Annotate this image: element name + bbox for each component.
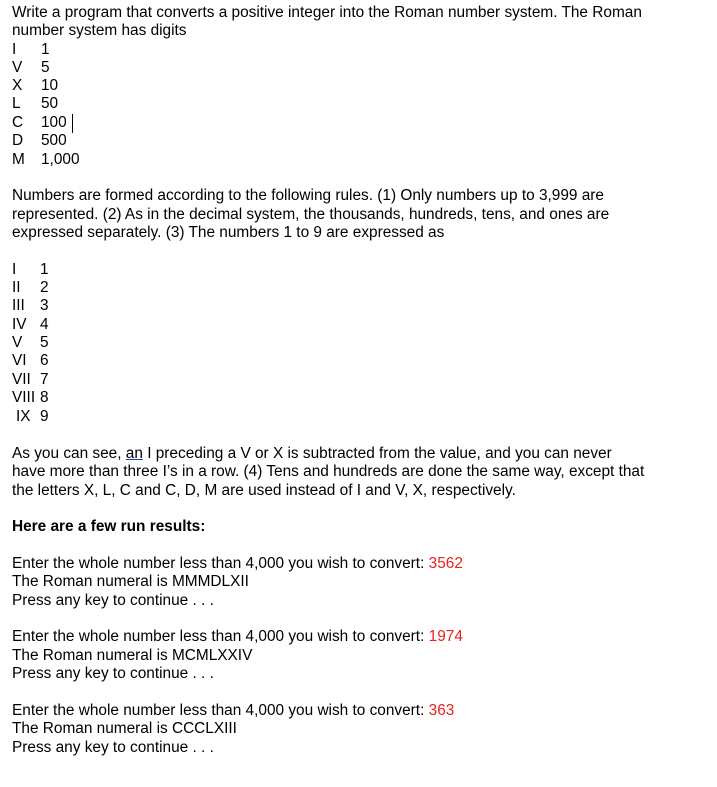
digit-value: 100 — [41, 114, 67, 131]
ones-value: 8 — [40, 389, 49, 406]
run-continue: Press any key to continue . . . — [12, 592, 214, 609]
run-prompt-text: Enter the whole number less than 4,000 you wish to convert: — [12, 555, 429, 572]
explain-line-2: have more than three I’s in a row. (4) Tens and hundreds are done the same way, except that — [12, 463, 645, 480]
run-prompt — [12, 628, 463, 647]
digit-value: 50 — [41, 95, 59, 112]
digit-symbol: M — [12, 151, 25, 168]
ones-value: 1 — [40, 261, 49, 278]
run-prompt — [12, 702, 454, 721]
runs-heading: Here are a few run results: — [12, 518, 206, 535]
explain-line-1-post: I preceding a V or X is subtracted from the value, and you can never — [142, 445, 612, 462]
ones-value: 3 — [40, 297, 49, 314]
intro-line-2: number system has digits — [12, 22, 187, 39]
text-cursor — [72, 114, 73, 133]
rules-line-3: expressed separately. (3) The numbers 1 to 9 are expressed as — [12, 224, 445, 241]
ones-value: 9 — [40, 408, 49, 425]
digit-symbol: L — [12, 95, 21, 112]
ones-value: 5 — [40, 334, 49, 351]
digit-value: 1 — [41, 41, 50, 58]
ones-symbol: IX — [16, 408, 31, 425]
digit-value: 10 — [41, 77, 59, 94]
ones-value: 7 — [40, 371, 49, 388]
run-result: The Roman numeral is CCCLXIII — [12, 720, 237, 737]
ones-value: 2 — [40, 279, 49, 296]
digit-value: 500 — [41, 132, 67, 149]
digit-symbol: X — [12, 77, 23, 94]
ones-symbol: III — [12, 297, 25, 314]
ones-value: 6 — [40, 352, 49, 369]
run-input-value: 363 — [428, 702, 455, 719]
ones-symbol: V — [12, 334, 23, 351]
digit-value: 5 — [41, 59, 50, 76]
digit-symbol: D — [12, 132, 24, 149]
run-continue: Press any key to continue . . . — [12, 739, 214, 756]
digit-symbol: V — [12, 59, 23, 76]
run-prompt — [12, 555, 463, 574]
explain-line-3: the letters X, L, C and C, D, M are used instead of I and V, X, respectively. — [12, 482, 516, 499]
explain-line-1-pre: As you can see, — [12, 445, 126, 462]
explain-line-1 — [12, 445, 612, 464]
run-prompt-text: Enter the whole number less than 4,000 you wish to convert: — [12, 702, 429, 719]
rules-line-1: Numbers are formed according to the following rules. (1) Only numbers up to 3,999 are — [12, 187, 604, 204]
digit-symbol: C — [12, 114, 24, 131]
ones-symbol: VII — [12, 371, 31, 388]
run-result: The Roman numeral is MCMLXXIV — [12, 647, 253, 664]
digit-value: 1,000 — [41, 151, 80, 168]
ones-symbol: IV — [12, 316, 27, 333]
ones-symbol: VIII — [12, 389, 36, 406]
run-continue: Press any key to continue . . . — [12, 665, 214, 682]
spellcheck-word[interactable]: an — [125, 445, 143, 462]
ones-symbol: I — [12, 261, 17, 278]
ones-symbol: II — [12, 279, 21, 296]
ones-value: 4 — [40, 316, 49, 333]
run-prompt-text: Enter the whole number less than 4,000 you wish to convert: — [12, 628, 429, 645]
digit-symbol: I — [12, 41, 17, 58]
run-input-value: 3562 — [428, 555, 463, 572]
intro-line-1: Write a program that converts a positive integer into the Roman number system. The Roman — [12, 4, 642, 21]
run-input-value: 1974 — [428, 628, 463, 645]
run-result: The Roman numeral is MMMDLXII — [12, 573, 249, 590]
ones-symbol: VI — [12, 352, 27, 369]
rules-line-2: represented. (2) As in the decimal system, the thousands, hundreds, tens, and ones are — [12, 206, 610, 223]
